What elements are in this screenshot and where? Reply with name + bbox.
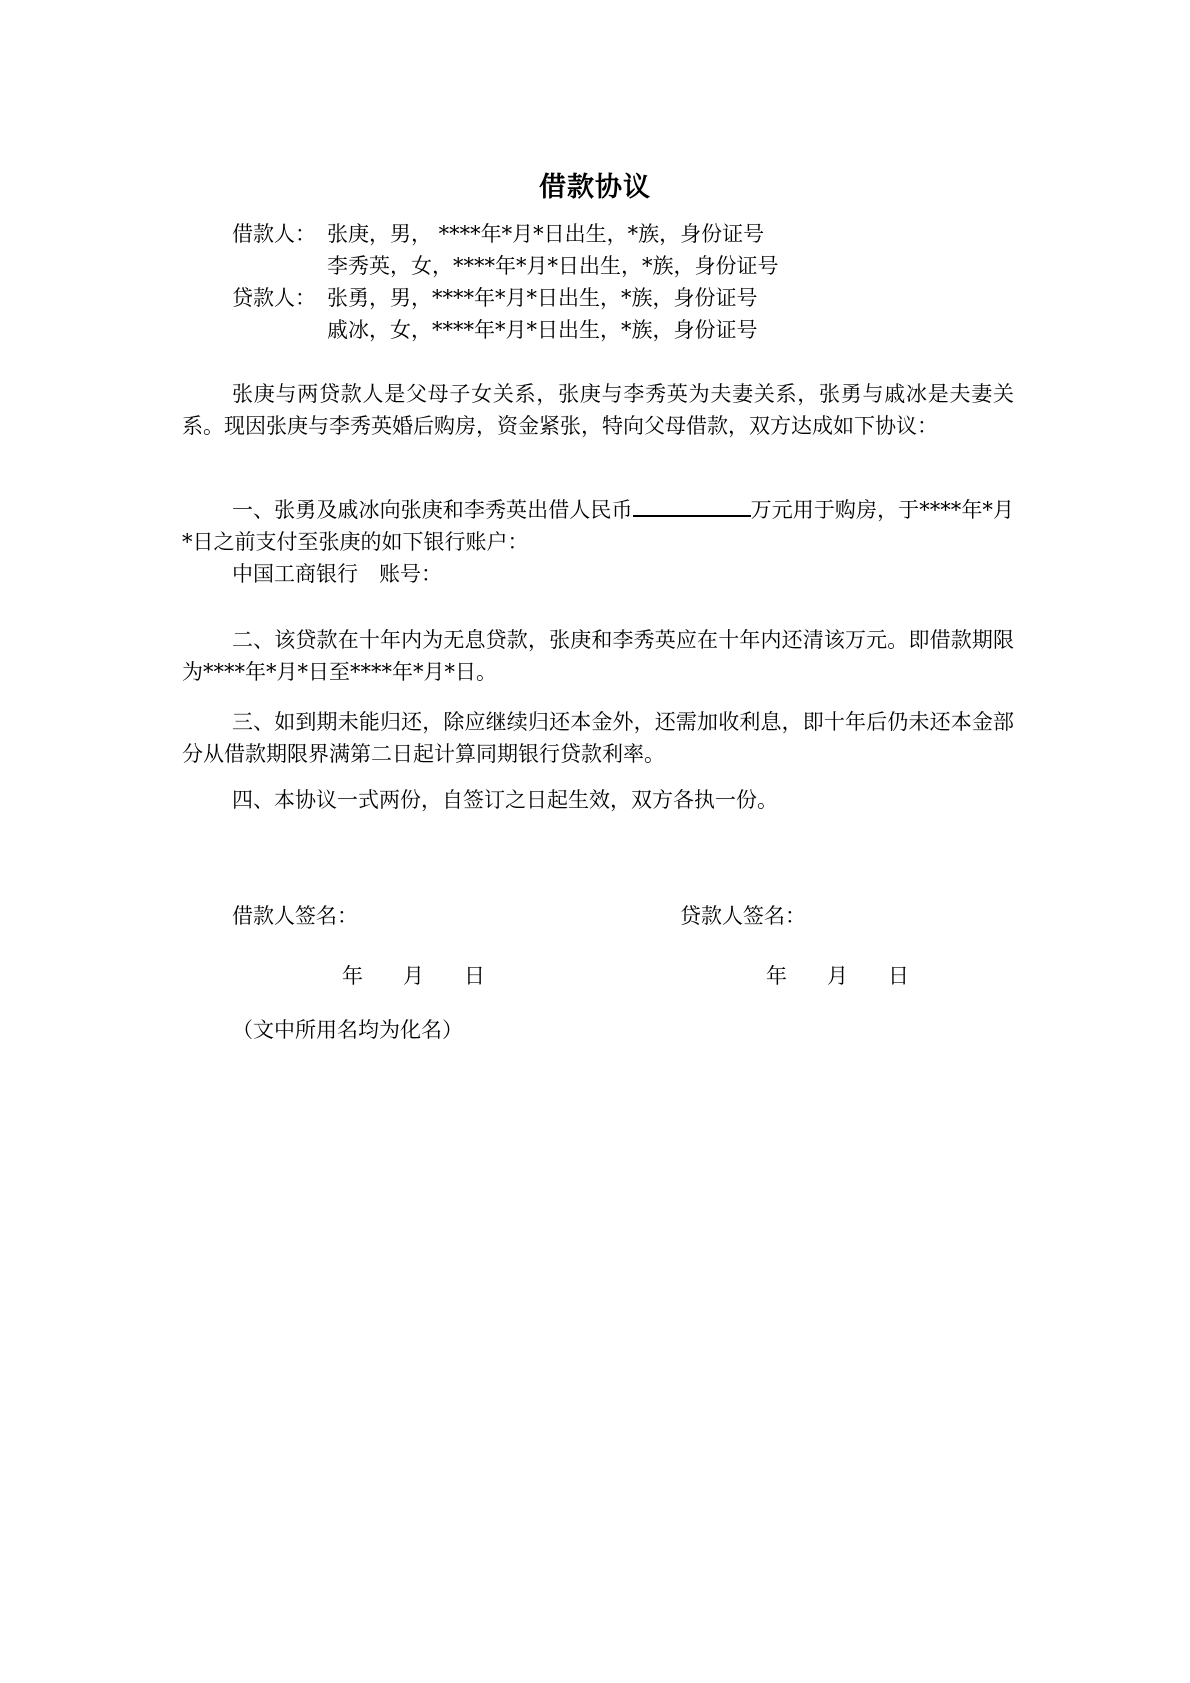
borrower-signature-label: 借款人签名：	[232, 904, 358, 928]
document-title: 借款协议	[539, 172, 651, 203]
party-info: 张庚，男， ****年*月*日出生，*族，身份证号	[327, 222, 765, 246]
footnote: （文中所用名均为化名）	[232, 1018, 463, 1042]
party-info: 李秀英，女，****年*月*日出生，*族，身份证号	[327, 254, 779, 278]
clause-4: 四、本协议一式两份，自签订之日起生效，双方各执一份。	[232, 788, 778, 812]
date-year-label: 年	[342, 964, 363, 988]
party-role-label: 借款人：	[232, 222, 316, 246]
party-role-label	[232, 314, 327, 346]
amount-blank	[633, 495, 751, 517]
clause-1-before: 一、张勇及戚冰向张庚和李秀英出借人民币	[232, 498, 633, 522]
party-info: 张勇，男，****年*月*日出生，*族，身份证号	[327, 286, 758, 310]
party-row	[232, 250, 779, 282]
parties-block	[232, 218, 779, 346]
date-day-label: 日	[888, 964, 909, 988]
clause-2: 二、该贷款在十年内为无息贷款，张庚和李秀英应在十年内还清该万元。即借款期限为****年*月*日至****年*月*日。	[182, 628, 1014, 684]
party-role-label	[232, 250, 327, 282]
party-row	[232, 282, 779, 314]
clause-1	[182, 494, 1014, 558]
date-month-label: 月	[827, 964, 848, 988]
date-day-label: 日	[464, 964, 485, 988]
date-year-label: 年	[766, 964, 787, 988]
intro-paragraph: 张庚与两贷款人是父母子女关系，张庚与李秀英为夫妻关系，张勇与戚冰是夫妻关系。现因张庚与李秀英婚后购房，资金紧张，特向父母借款，双方达成如下协议：	[182, 382, 1014, 438]
lender-date	[766, 960, 949, 992]
bank-account-line: 中国工商银行 账号：	[232, 562, 442, 586]
lender-signature-label: 贷款人签名：	[680, 904, 806, 928]
clause-1-after: 万元用于购房，于****年*月*日之前支付至张庚的如下银行账户：	[182, 498, 1014, 554]
borrower-date	[342, 960, 525, 992]
date-month-label: 月	[403, 964, 424, 988]
party-info: 戚冰，女，****年*月*日出生，*族，身份证号	[327, 318, 758, 342]
party-role-label: 贷款人：	[232, 286, 316, 310]
party-row	[232, 218, 779, 250]
clause-3: 三、如到期未能归还，除应继续归还本金外，还需加收利息，即十年后仍未还本金部分从借款期限界满第二日起计算同期银行贷款利率。	[182, 710, 1014, 766]
party-row	[232, 314, 779, 346]
